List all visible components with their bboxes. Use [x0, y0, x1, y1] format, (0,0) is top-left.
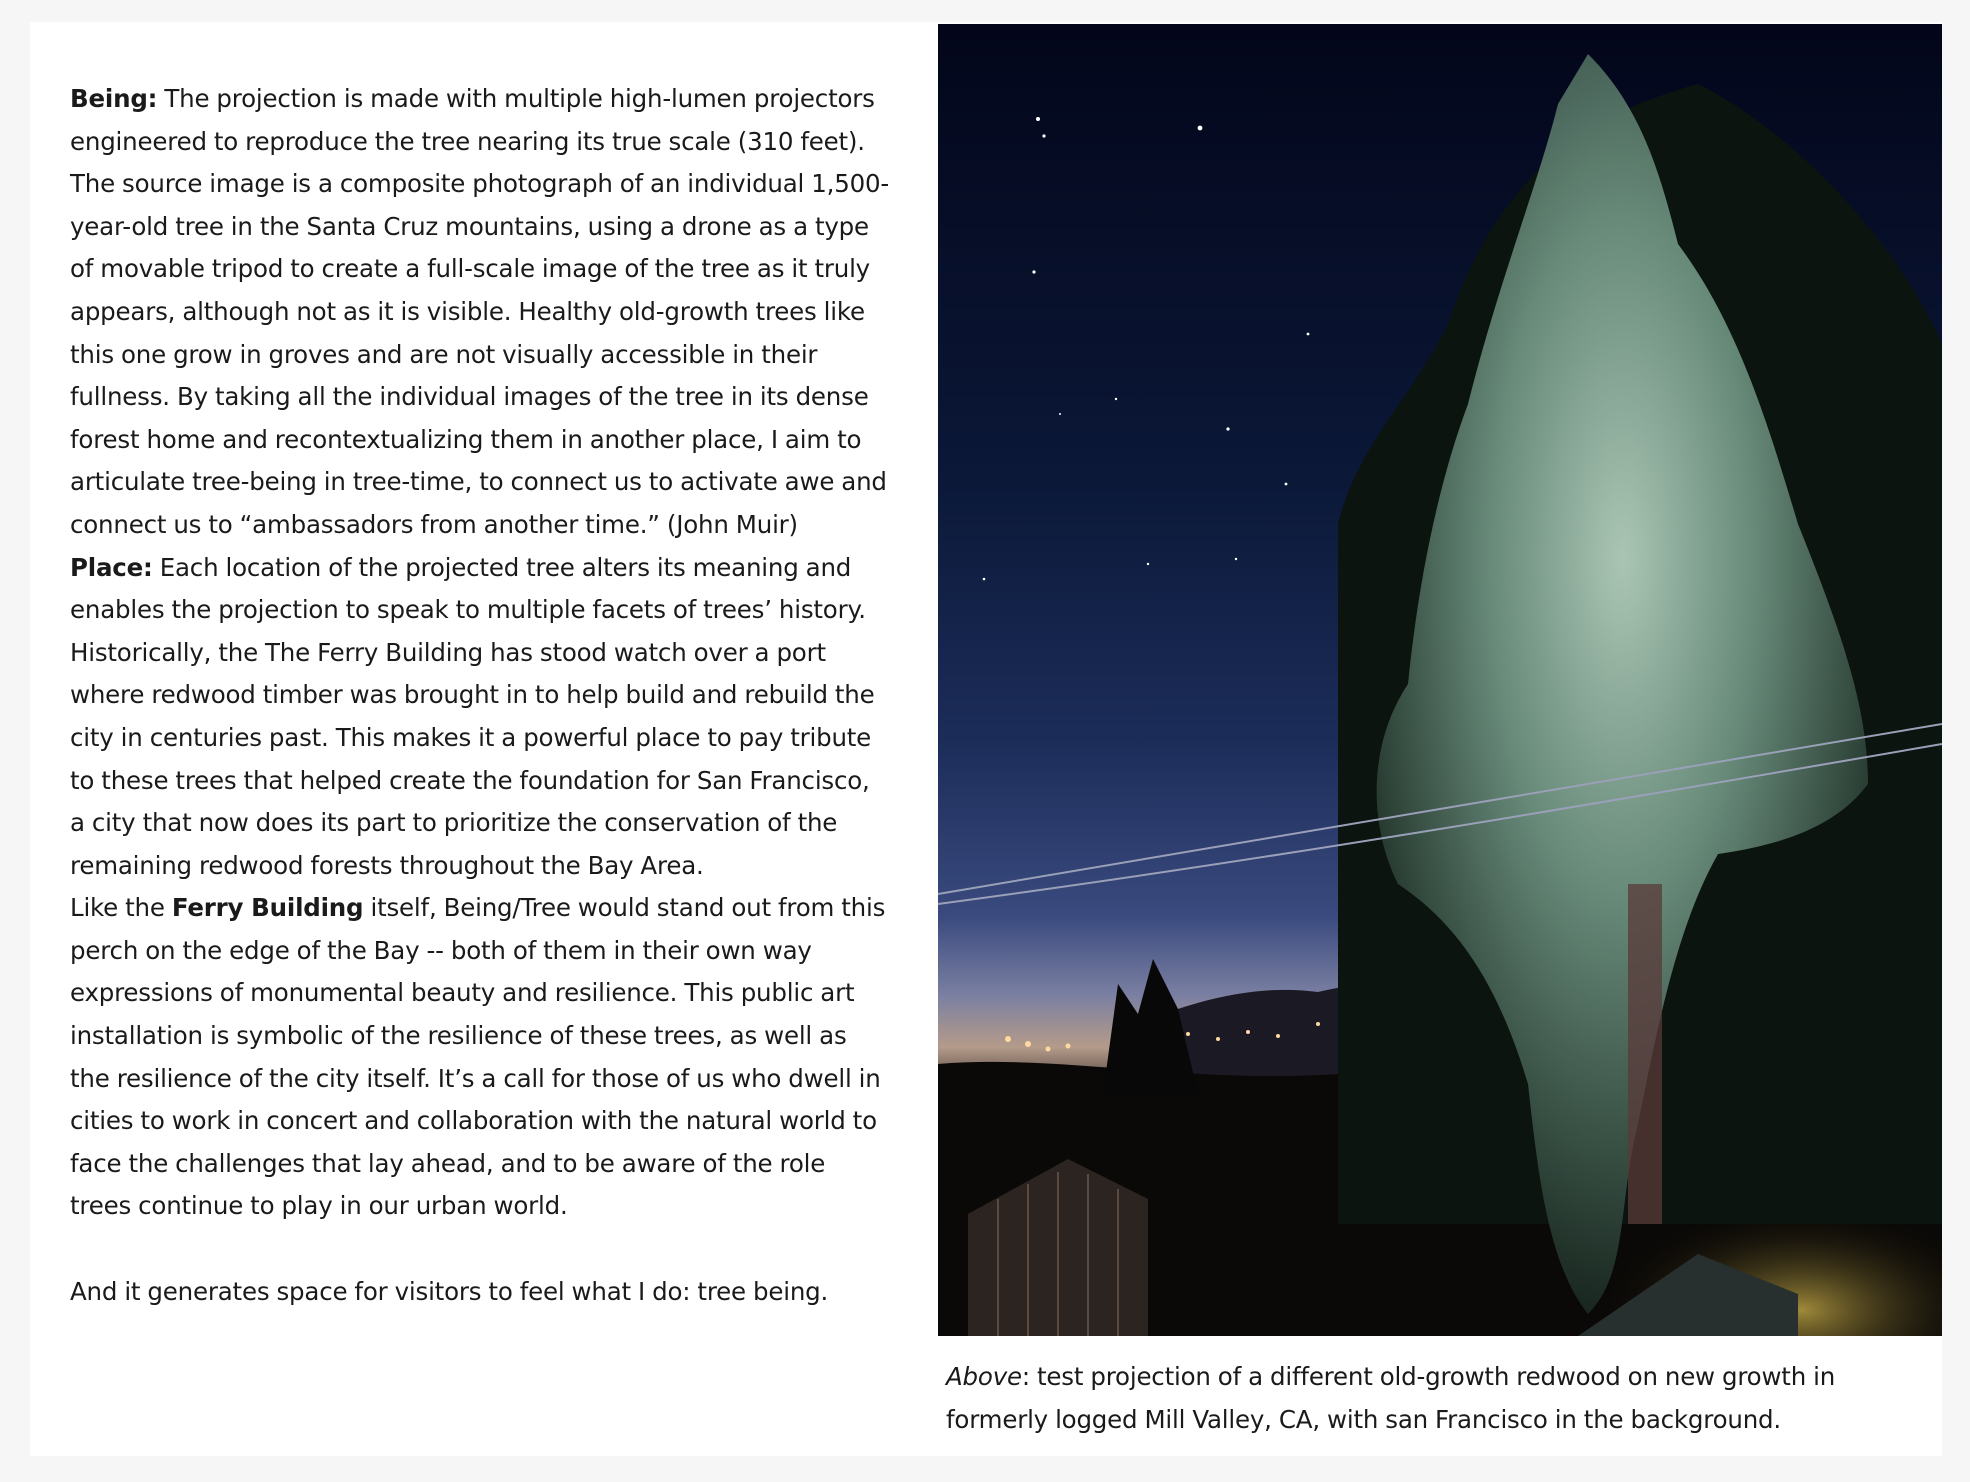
ferry-text: itself, Being/Tree would stand out from this perch on the edge of the Bay -- both of them in their own way expressions of monumental beauty and resilience. This public art installation is symbolic of the resilience of these trees, as well as the resilience of the city itself. It’s a call for those of us who dwell in cities to work in concert and collaboration with the natural world to face the challenges that lay ahead, and to be aware of the role trees continue to play in our urban world.	[70, 893, 886, 1221]
ferry-bold: Ferry Building	[171, 893, 364, 923]
place-text: Each location of the projected tree alters its meaning and enables the projection to speak to multiple facets of trees’ history. Historically, the The Ferry Building has stood watch over a port where redwood timber was brought in to help build and rebuild the city in centuries past. This makes it a powerful place to pay tribute to these trees that helped create the foundation for San Francisco, a city that now does its part to prioritize the conservation of the remaining redwood forests throughout the Bay Area.	[70, 552, 875, 880]
place-paragraph	[70, 547, 890, 888]
ferry-lead: Like the	[70, 893, 172, 923]
being-text: The projection is made with multiple high-lumen projectors engineered to reproduce the tree nearing its true scale (310 feet). The source image is a composite photograph of an individual 1,500-year-old tree in the Santa Cruz mountains, using a drone as a type of movable tripod to create a full-scale image of the tree as it truly appears, although not as it is visible. Healthy old-growth trees like this one grow in groves and are not visually accessible in their fullness. By taking all the individual images of the tree in its dense forest home and recontextualizing them in another place, I aim to articulate tree-being in tree-time, to connect us to activate awe and connect us to “ambassadors from another time.” (John Muir)	[70, 84, 890, 539]
caption-text: : test projection of a different old-growth redwood on new growth in formerly logged Mill Valley, CA, with san Francisco in the background.	[946, 1362, 1836, 1434]
ferry-paragraph	[70, 887, 890, 1228]
photo-caption	[946, 1356, 1906, 1441]
redwood-night-photo	[938, 24, 1942, 1336]
paragraph-gap	[70, 1228, 890, 1271]
body-text-column	[70, 78, 890, 1313]
place-label: Place:	[70, 552, 153, 582]
closing-paragraph: And it generates space for visitors to feel what I do: tree being.	[70, 1276, 829, 1306]
document-page	[30, 22, 1942, 1456]
photo-illustration	[938, 24, 1942, 1336]
being-label: Being:	[70, 84, 158, 113]
being-paragraph	[70, 78, 890, 547]
caption-label: Above	[946, 1362, 1022, 1391]
redwood-trunk	[1628, 884, 1662, 1224]
